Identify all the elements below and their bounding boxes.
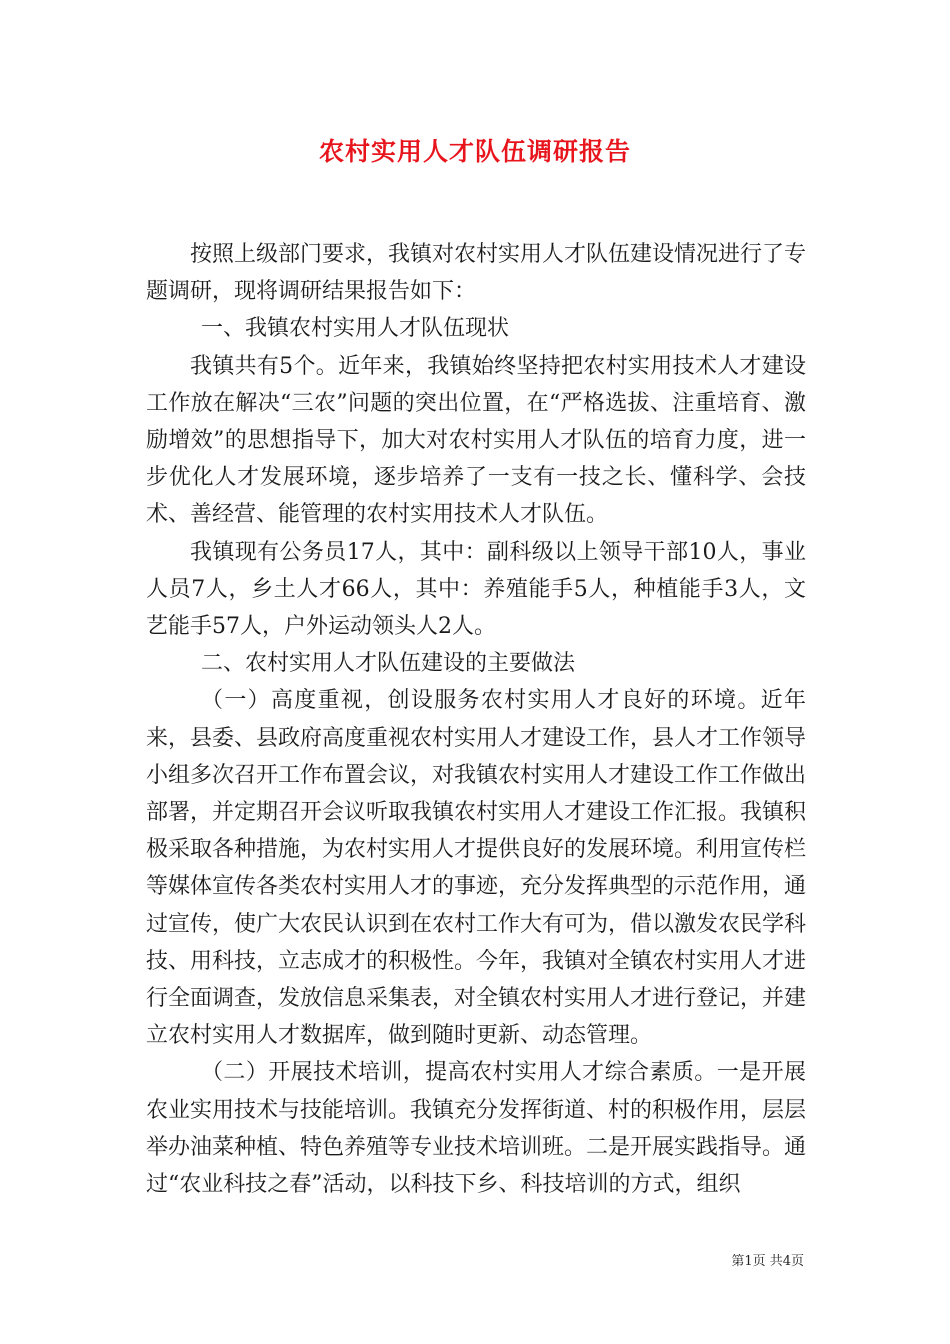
section-heading-2: 二、农村实用人才队伍建设的主要做法 bbox=[201, 651, 576, 677]
paragraph-staff-stats: 我镇现有公务员17人，其中：副科级以上领导干部10人，事业人员7人，乡土人才66人，其中：养殖能手5人，种植能手3人，文艺能手57人，户外运动领头人2人。 bbox=[146, 539, 806, 640]
paragraph-subsection-1: （一）高度重视，创设服务农村实用人才良好的环境。近年来，县委、县政府高度重视农村实用人才建设工作，县人才工作领导小组多次召开工作布置会议，对我镇农村实用人才建设工作工作做出部署，并定期召开会议听取我镇农村实用人才建设工作汇报。我镇积极采取各种措施，为农村实用人才提供良好的发展环境。利用宣传栏等媒体宣传各类农村实用人才的事迹，充分发挥典型的示范作用，通过宣传，使广大农民认识到在农村工作大有可为，借以激发农民学科技、用科技，立志成才的积极性。今年，我镇对全镇农村实用人才进行全面调查，发放信息采集表，对全镇农村实用人才进行登记，并建立农村实用人才数据库，做到随时更新、动态管理。 bbox=[146, 688, 807, 1049]
document-body bbox=[146, 236, 806, 1203]
document-title: 农村实用人才队伍调研报告 bbox=[318, 137, 631, 166]
paragraph-intro: 按照上级部门要求，我镇对农村实用人才队伍建设情况进行了专题调研，现将调研结果报告如下： bbox=[146, 242, 807, 305]
paragraph-status: 我镇共有5个。近年来，我镇始终坚持把农村实用技术人才建设工作放在解决“三农”问题的突出位置，在“严格选拔、注重培育、激励增效”的思想指导下，加大对农村实用人才队伍的培育力度，进一步优化人才发展环境，逐步培养了一支有一技之长、懂科学、会技术、善经营、能管理的农村实用技术人才队伍。 bbox=[146, 353, 806, 528]
page-number-footer: 第1页 共4页 bbox=[731, 1254, 804, 1269]
section-heading-1: 一、我镇农村实用人才队伍现状 bbox=[201, 316, 510, 342]
paragraph-subsection-2: （二）开展技术培训，提高农村实用人才综合素质。一是开展农业实用技术与技能培训。我镇充分发挥街道、村的积极作用，层层举办油菜种植、特色养殖等专业技术培训班。二是开展实践指导。通过“农业科技之春”活动，以科技下乡、科技培训的方式，组织 bbox=[146, 1060, 807, 1198]
